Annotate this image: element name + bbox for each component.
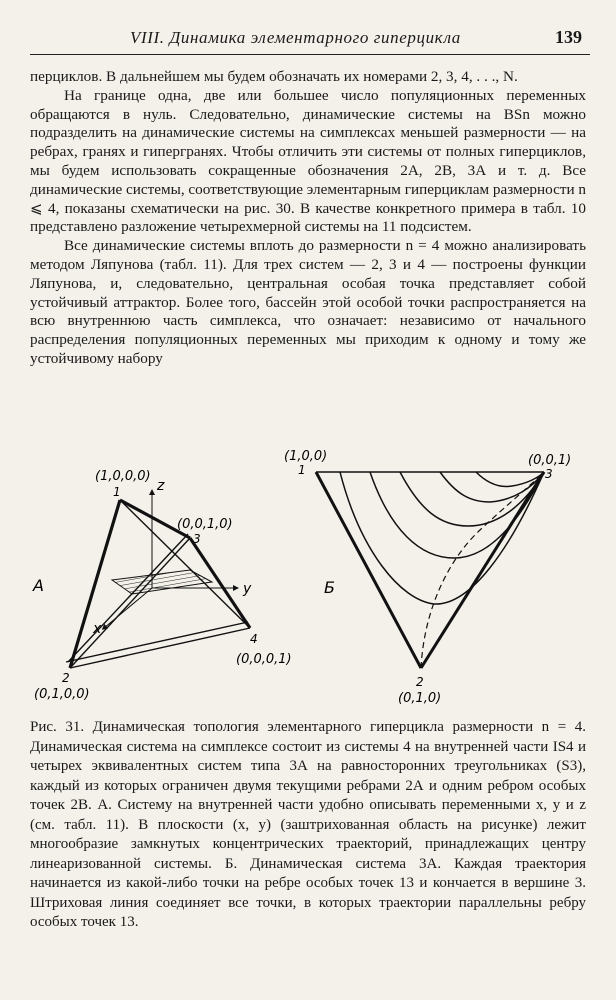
- vertex-2-num: 2: [62, 671, 70, 685]
- axis-z-label: z: [157, 478, 165, 494]
- panel-b: [284, 449, 571, 706]
- vertex-2-coords: (0,1,0,0): [34, 687, 90, 702]
- trajectory-1: [340, 472, 544, 604]
- b-vertex-1-num: 1: [298, 463, 306, 477]
- paragraph-2: На границе одна, две или большее число популяционных переменных обращаются в нуль. Следовательно, динамические системы на BSn можно подразделить на динамические системы на симплексах меньшей размерности — на ребрах, гранях и гипергранях. Чтобы отличить эти системы от полных гиперциклов, мы будем использовать сокращенные обозначения 2А, 2В, 3А и т. д. Все динамические системы, соответствующие элементарным гиперциклам размерности n ⩽ 4, показаны схематически на рис. 30. В качестве конкретного примера в табл. 10 представлено разложение четырехмерной системы на 11 подсистем.: [30, 86, 586, 236]
- hatched-plane: [112, 570, 212, 594]
- edge-12: [316, 472, 421, 668]
- body-text: [30, 68, 586, 369]
- edge-3-2-inner: [68, 534, 188, 662]
- panel-a-label: A: [33, 576, 44, 595]
- vertex-4-coords: (0,0,0,1): [236, 652, 292, 667]
- b-vertex-2-coords: (0,1,0): [398, 691, 442, 706]
- vertex-3-num: 3: [193, 532, 201, 546]
- vertex-3-coords: (0,0,1,0): [177, 517, 233, 532]
- figure-31-svg: [0, 440, 616, 710]
- page-number: 139: [555, 27, 582, 47]
- vertex-1-num: 1: [113, 485, 121, 499]
- vertex-4-num: 4: [250, 632, 258, 646]
- panel-b-label: Б: [324, 578, 335, 597]
- x-axis: [104, 588, 152, 628]
- arrow-traj-1b: [500, 558, 506, 568]
- figure-31: [0, 440, 616, 710]
- paragraph-1: перциклов. В дальнейшем мы будем обозначать их номерами 2, 3, 4, . . ., N.: [30, 68, 518, 85]
- edge-1-2: [70, 500, 120, 668]
- axis-y-label: y: [243, 581, 252, 597]
- b-vertex-2-num: 2: [416, 675, 424, 689]
- b-vertex-3-coords: (0,0,1): [528, 453, 572, 468]
- caption-text: Рис. 31. Динамическая топология элементарного гиперцикла размерности n = 4. Динамическая система на симплексе состоит из системы 4 на внутренней части IS4 и четырех эквивалентных систем типа 3А на равносторонних треугольниках (S3), каждый из которых ограничен двумя текущими ребрами 2А и одним ребром особых точек 2В. А. Систему на внутренней части удобно описывать переменными x, y и z (см. табл. 11). В плоскости (x, y) (заштрихованная область на рисунке) лежит многообразие замкнутых концентрических траекторий, принадлежащих центру линеаризованной системы. Б. Динамическая система 3А. Каждая траектория начинается из какой-либо точки на ребре особых точек 13 и кончается в вершине 3. Штриховая линия соединяет все точки, в которых траектории параллельны ребру особых точек 13.: [30, 719, 586, 930]
- running-header: [30, 24, 590, 55]
- paragraph-3: Все динамические системы вплоть до размерности n = 4 можно анализировать методом Ляпунова (табл. 11). Для трех систем — 2, 3 и 4 — построены функции Ляпунова, и, следовательно, центральная особая точка представляет собой устойчивый аттрактор. Более того, бассейн этой особой точки распространяется на всю внутреннюю часть симплекса, что означает: независимо от начального распределения популяционных переменных мы приходим к одному и тому же устойчивому набору: [30, 237, 586, 367]
- vertex-1-coords: (1,0,0,0): [95, 469, 151, 484]
- running-title: VIII. Динамика элементарного гиперцикла: [130, 28, 461, 47]
- arrow-edge-23: [478, 586, 486, 598]
- axis-x-label: x: [93, 621, 102, 637]
- b-vertex-3-num: 3: [545, 467, 553, 481]
- panel-a: [32, 469, 292, 702]
- b-vertex-1-coords: (1,0,0): [284, 449, 328, 464]
- figure-caption: [30, 718, 586, 933]
